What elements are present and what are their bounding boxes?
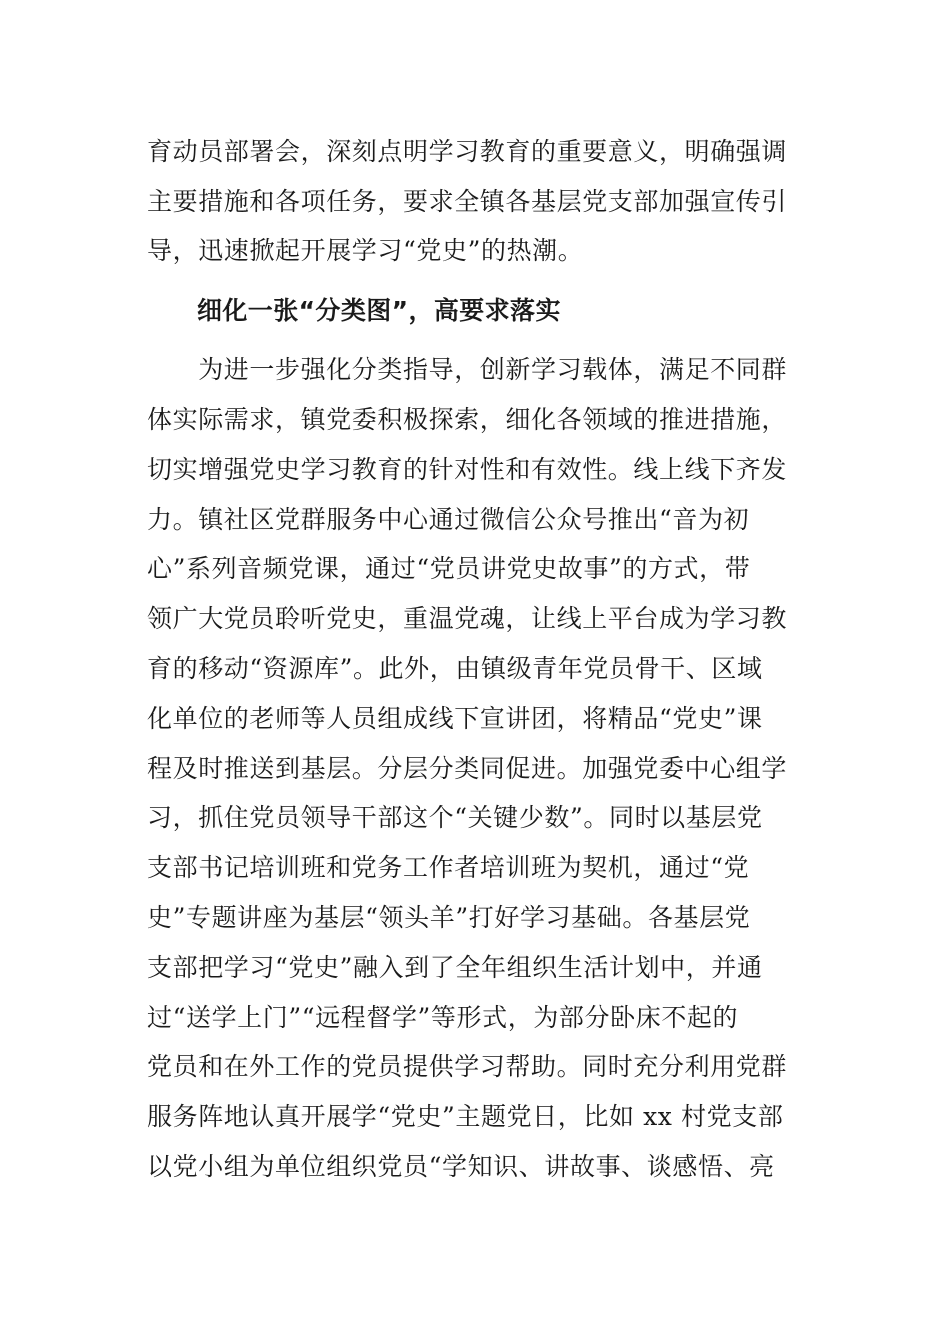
body-line-6: 领广大党员聆听党史，重温党魂，让线上平台成为学习教 [147, 604, 788, 633]
intro-line-3: 导，迅速掀起开展学习“党史”的热潮。 [147, 236, 584, 265]
body-line-7: 育的移动“资源库”。此外，由镇级青年党员骨干、区域 [147, 654, 763, 683]
body-line-8: 化单位的老师等人员组成线下宣讲团，将精品“党史”课 [147, 704, 763, 733]
body-line-3: 切实增强党史学习教育的针对性和有效性。线上线下齐发 [147, 455, 788, 484]
body-line-13: 支部把学习“党史”融入到了全年组织生活计划中，并通 [147, 953, 763, 982]
body-line-10: 习，抓住党员领导干部这个“关键少数”。同时以基层党 [147, 803, 763, 832]
body-line-12: 史”专题讲座为基层“领头羊”打好学习基础。各基层党 [147, 903, 751, 932]
intro-line-1: 育动员部署会，深刻点明学习教育的重要意义，明确强调 [147, 137, 788, 166]
body-line-15: 党员和在外工作的党员提供学习帮助。同时充分利用党群 [147, 1052, 788, 1081]
body-line-11: 支部书记培训班和党务工作者培训班为契机，通过“党 [147, 853, 750, 882]
body-line-17: 以党小组为单位组织党员“学知识、讲故事、谈感悟、亮 [147, 1152, 775, 1181]
body-line-1: 为进一步强化分类指导，创新学习载体，满足不同群 [147, 355, 788, 384]
body-line-4: 力。镇社区党群服务中心通过微信公众号推出“音为初 [147, 505, 750, 534]
body-line-5: 心”系列音频党课，通过“党员讲党史故事”的方式，带 [147, 554, 751, 583]
body-line-2: 体实际需求，镇党委积极探索，细化各领域的推进措施， [147, 405, 788, 434]
body-line-14: 过“送学上门”“远程督学”等形式，为部分卧床不起的 [147, 1003, 739, 1032]
intro-line-2: 主要措施和各项任务，要求全镇各基层党支部加强宣传引 [147, 187, 788, 216]
section-heading: 细化一张“分类图”，高要求落实 [197, 296, 561, 325]
body-line-9: 程及时推送到基层。分层分类同促进。加强党委中心组学 [147, 754, 788, 783]
body-line-16: 服务阵地认真开展学“党史”主题党日，比如 xx 村党支部 [147, 1102, 784, 1131]
